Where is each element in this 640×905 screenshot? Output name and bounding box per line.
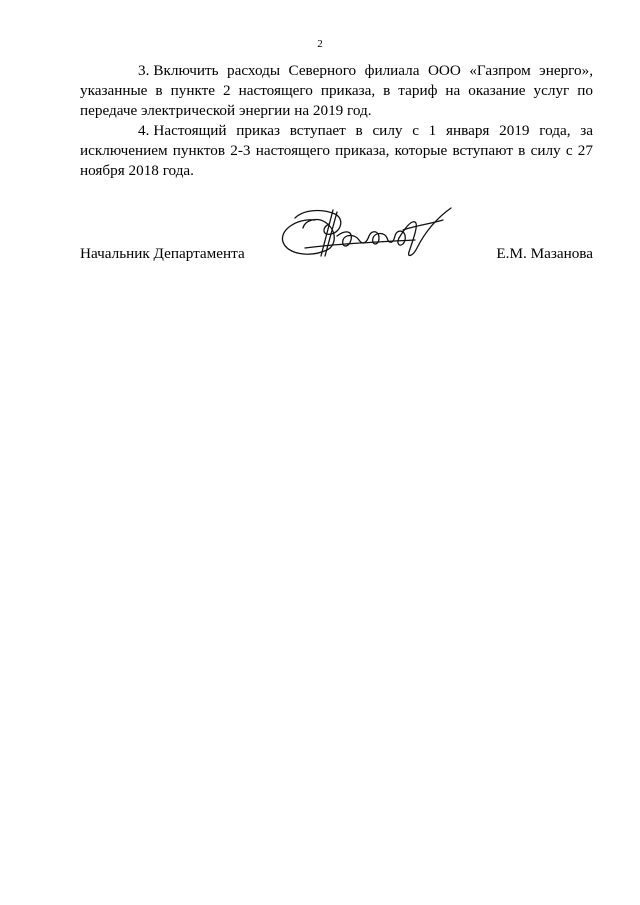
page-number: 2 <box>317 38 323 50</box>
signature-block <box>80 200 593 280</box>
paragraph-text: Включить расходы Северного филиала ООО «Газпром энерго», указанные в пункте 2 настоящего приказа, в тариф на оказание услуг по передаче электрической энергии на 2019 год. <box>80 62 593 119</box>
paragraph-number: 4. <box>138 122 150 139</box>
signatory-name: Е.М. Мазанова <box>496 245 593 262</box>
document-body <box>80 61 593 181</box>
signatory-position: Начальник Департамента <box>80 245 245 262</box>
paragraph-text: Настоящий приказ вступает в силу с 1 января 2019 года, за исключением пунктов 2-3 настоящего приказа, которые вступают в силу с 27 ноября 2018 года. <box>80 122 593 179</box>
handwritten-signature <box>275 200 465 266</box>
paragraph-number: 3. <box>138 62 150 79</box>
paragraph-item-3 <box>80 61 593 121</box>
paragraph-item-4 <box>80 121 593 181</box>
